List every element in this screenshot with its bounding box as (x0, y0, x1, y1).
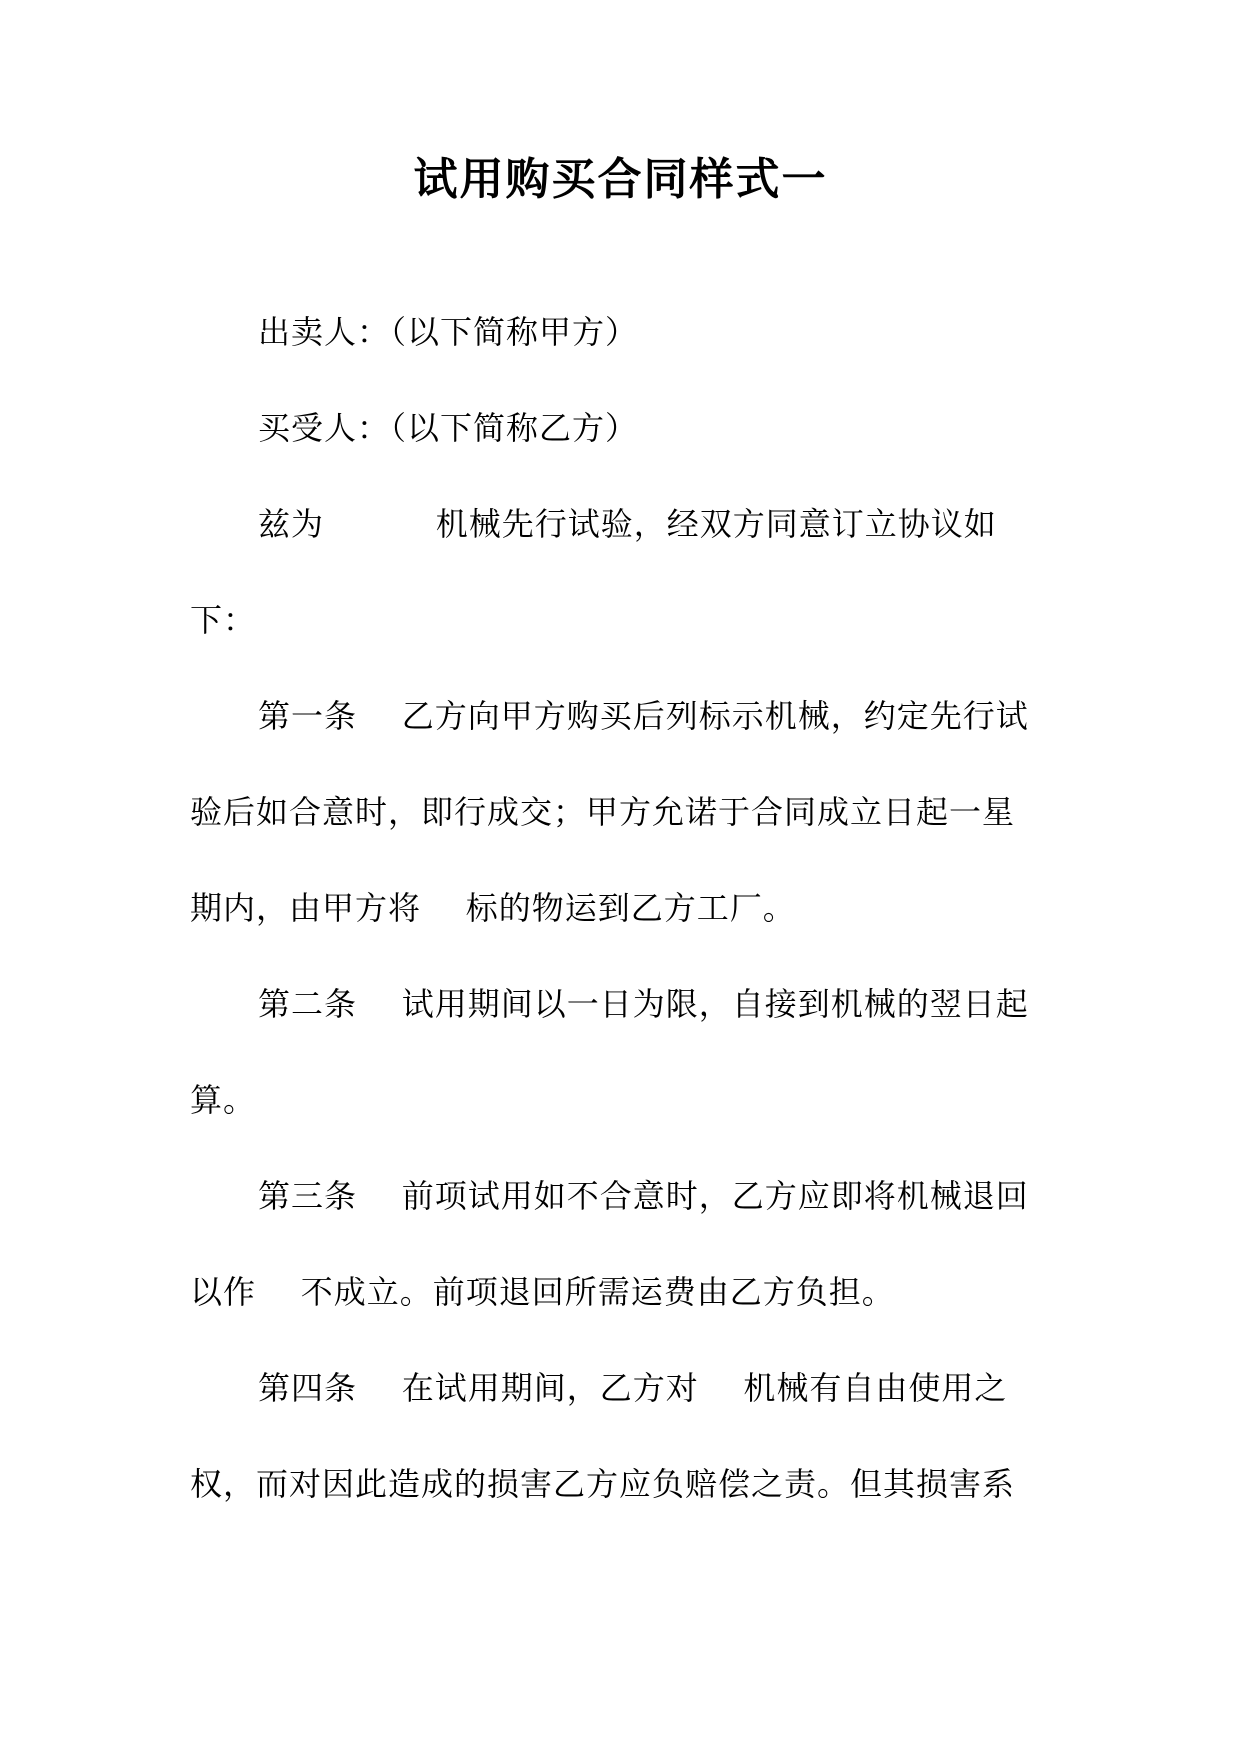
article-1-line-1: 第一条 乙方向甲方购买后列标示机械，约定先行试 (258, 697, 1029, 735)
article-4-line-2: 权，而对因此造成的损害乙方应负赔偿之责。但其损害系 (190, 1465, 1016, 1503)
buyer-line: 买受人：（以下简称乙方） (258, 409, 639, 447)
article-3-line-2: 以作 不成立。前项退回所需运费由乙方负担。 (190, 1273, 895, 1311)
article-1-line-3: 期内，由甲方将 标的物运到乙方工厂。 (190, 889, 796, 927)
preamble-line-2: 下： (190, 601, 257, 639)
document-title: 试用购买合同样式一 (413, 154, 828, 205)
article-1-line-2: 验后如合意时，即行成交；甲方允诺于合同成立日起一星 (190, 793, 1016, 831)
article-3-line-1: 第三条 前项试用如不合意时，乙方应即将机械退回 (258, 1177, 1029, 1215)
article-2-line-1: 第二条 试用期间以一日为限，自接到机械的翌日起 (258, 985, 1029, 1023)
article-4-line-1: 第四条 在试用期间，乙方对 机械有自由使用之 (258, 1369, 1008, 1407)
preamble-line-1: 兹为 机械先行试验，经双方同意订立协议如 (258, 505, 997, 543)
article-2-line-2: 算。 (190, 1081, 257, 1119)
seller-line: 出卖人：（以下简称甲方） (258, 313, 639, 351)
